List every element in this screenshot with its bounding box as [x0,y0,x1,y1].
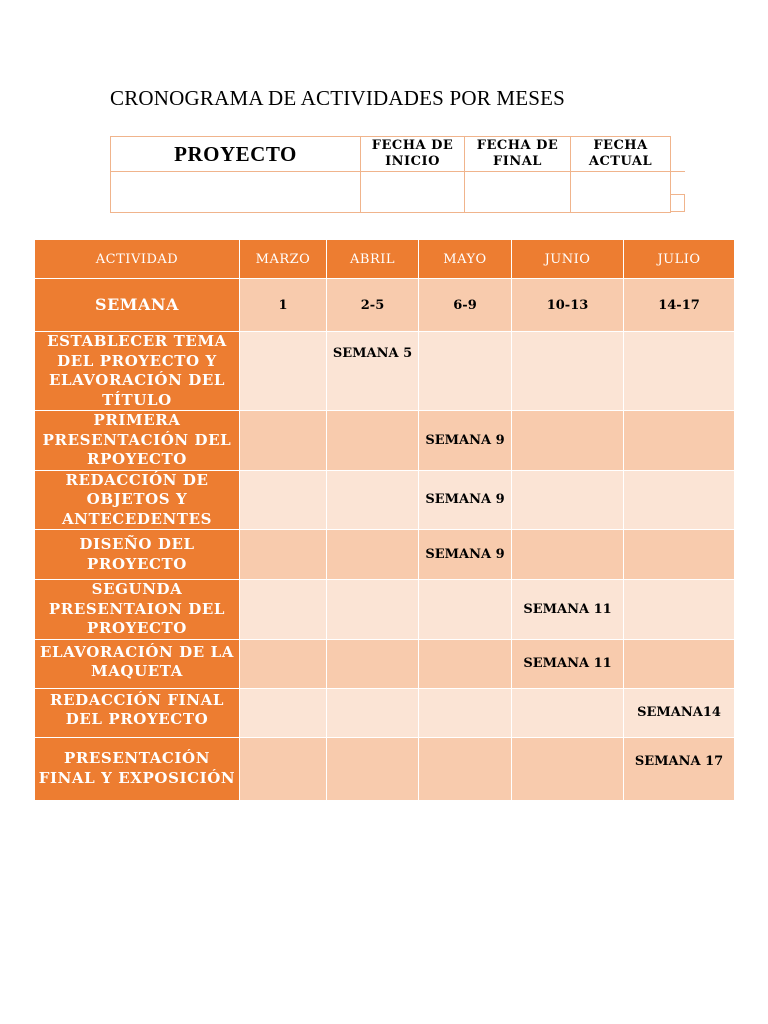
schedule-cell [419,688,512,737]
header-actividad: ACTIVIDAD [35,240,240,279]
week-row-label: SEMANA [35,279,240,332]
activity-row [35,639,735,688]
header-month: JULIO [624,240,735,279]
header-month: MAYO [419,240,512,279]
schedule-header-row [35,240,735,279]
schedule-cell [419,580,512,640]
week-cell: 6-9 [419,279,512,332]
activity-name: PRIMERA PRESENTACIÓN DEL RPOYECTO [35,411,240,471]
schedule-cell [624,639,735,688]
week-cell: 1 [240,279,327,332]
schedule-cell [512,332,624,411]
activity-name: PRESENTACIÓN FINAL Y EXPOSICIÓN [35,737,240,800]
fecha-inicio-value [361,172,465,213]
schedule-cell [327,639,419,688]
fecha-final-label: FECHA DE FINAL [465,137,571,172]
week-row [35,279,735,332]
schedule-cell [512,470,624,530]
schedule-cell [240,580,327,640]
schedule-cell [240,470,327,530]
header-month: JUNIO [512,240,624,279]
schedule-cell: SEMANA 9 [419,530,512,580]
table-border-stub [670,171,685,195]
schedule-cell [624,411,735,471]
fecha-inicio-label: FECHA DE INICIO [361,137,465,172]
schedule-table [34,239,735,801]
week-cell: 2-5 [327,279,419,332]
week-cell: 14-17 [624,279,735,332]
schedule-cell [624,470,735,530]
activity-row [35,530,735,580]
schedule-cell [512,411,624,471]
schedule-cell: SEMANA 9 [419,411,512,471]
schedule-cell [240,737,327,800]
schedule-cell [624,530,735,580]
activity-name: REDACCIÓN DE OBJETOS Y ANTECEDENTES [35,470,240,530]
fecha-actual-label: FECHA ACTUAL [571,137,671,172]
schedule-cell [240,639,327,688]
fecha-actual-value [571,172,671,213]
schedule-cell [327,580,419,640]
schedule-cell [624,332,735,411]
schedule-cell [240,688,327,737]
activity-name: ESTABLECER TEMA DEL PROYECTO Y ELAVORACIÓN DEL TÍTULO [35,332,240,411]
schedule-cell [624,580,735,640]
schedule-cell [419,737,512,800]
project-label: PROYECTO [111,137,361,172]
schedule-cell [327,470,419,530]
schedule-cell: SEMANA14 [624,688,735,737]
schedule-cell [512,530,624,580]
schedule-cell: SEMANA 11 [512,639,624,688]
schedule-cell [327,688,419,737]
project-value [111,172,361,213]
document-title: CRONOGRAMA DE ACTIVIDADES POR MESES [110,86,566,110]
schedule-cell: SEMANA 5 [327,332,419,411]
table-border-stub [670,194,685,212]
fecha-final-value [465,172,571,213]
activity-row [35,411,735,471]
schedule-cell [419,332,512,411]
week-cell: 10-13 [512,279,624,332]
schedule-cell [512,688,624,737]
header-month: ABRIL [327,240,419,279]
schedule-cell [240,530,327,580]
schedule-cell: SEMANA 9 [419,470,512,530]
activity-name: DISEÑO DEL PROYECTO [35,530,240,580]
header-month: MARZO [240,240,327,279]
activity-name: SEGUNDA PRESENTAION DEL PROYECTO [35,580,240,640]
schedule-cell [327,737,419,800]
schedule-cell [327,411,419,471]
activity-row [35,688,735,737]
schedule-cell: SEMANA 11 [512,580,624,640]
activity-row [35,580,735,640]
schedule-cell [327,530,419,580]
schedule-cell [512,737,624,800]
activity-row [35,332,735,411]
activity-name: REDACCIÓN FINAL DEL PROYECTO [35,688,240,737]
activity-row [35,470,735,530]
activity-row [35,737,735,800]
schedule-cell [419,639,512,688]
activity-name: ELAVORACIÓN DE LA MAQUETA [35,639,240,688]
project-info-table [110,136,671,213]
schedule-cell [240,411,327,471]
schedule-cell: SEMANA 17 [624,737,735,800]
schedule-cell [240,332,327,411]
